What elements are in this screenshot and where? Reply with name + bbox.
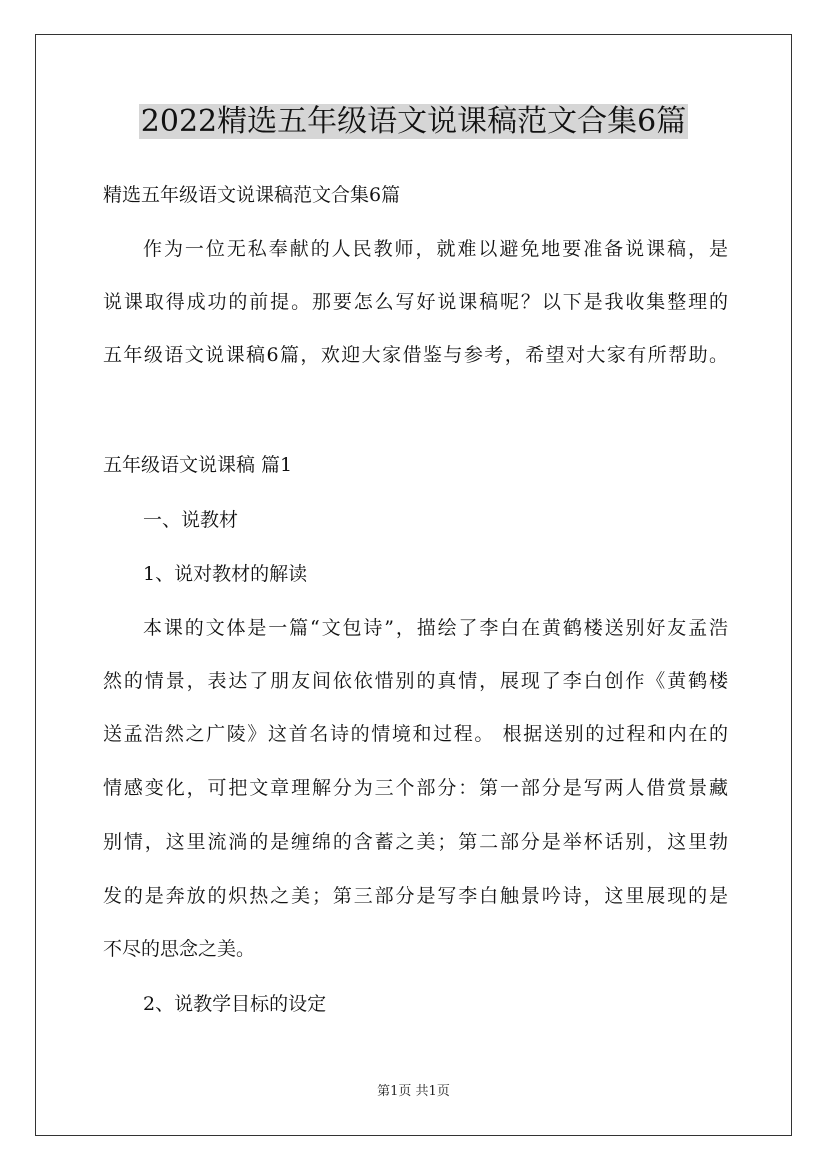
section-heading: 五年级语文说课稿 篇1 xyxy=(103,454,293,476)
intro-line: 说课取得成功的前提。那要怎么写好说课稿呢？以下是我收集整理的 xyxy=(103,291,728,313)
intro-line: 五年级语文说课稿6篇，欢迎大家借鉴与参考，希望对大家有所帮助。 xyxy=(103,344,728,366)
document-subtitle: 精选五年级语文说课稿范文合集6篇 xyxy=(103,184,401,206)
document-title: 2022精选五年级语文说课稿范文合集6篇 xyxy=(140,104,687,139)
body-line: 发的是奔放的炽热之美；第三部分是写李白触景吟诗，这里展现的是 xyxy=(103,885,728,907)
part-heading: 一、说教材 xyxy=(143,509,239,531)
body-line: 不尽的思念之美。 xyxy=(103,938,256,960)
body-line: 送孟浩然之广陵》这首名诗的情境和过程。 根据送别的过程和内在的 xyxy=(103,723,728,745)
body-line: 别情，这里流淌的是缠绵的含蓄之美；第二部分是举杯话别，这里勃 xyxy=(103,831,728,853)
page-footer: 第1页 共1页 xyxy=(377,1084,450,1099)
sub-heading: 1、说对教材的解读 xyxy=(143,563,308,585)
intro-line: 作为一位无私奉献的人民教师，就难以避免地要准备说课稿，是 xyxy=(143,238,728,260)
body-line: 然的情景，表达了朋友间依依惜别的真情，展现了李白创作《黄鹤楼 xyxy=(103,670,728,692)
sub-heading: 2、说教学目标的设定 xyxy=(143,993,327,1015)
body-line: 本课的文体是一篇“文包诗”，描绘了李白在黄鹤楼送别好友孟浩 xyxy=(143,617,728,639)
body-line: 情感变化，可把文章理解分为三个部分：第一部分是写两人借赏景藏 xyxy=(103,777,728,799)
